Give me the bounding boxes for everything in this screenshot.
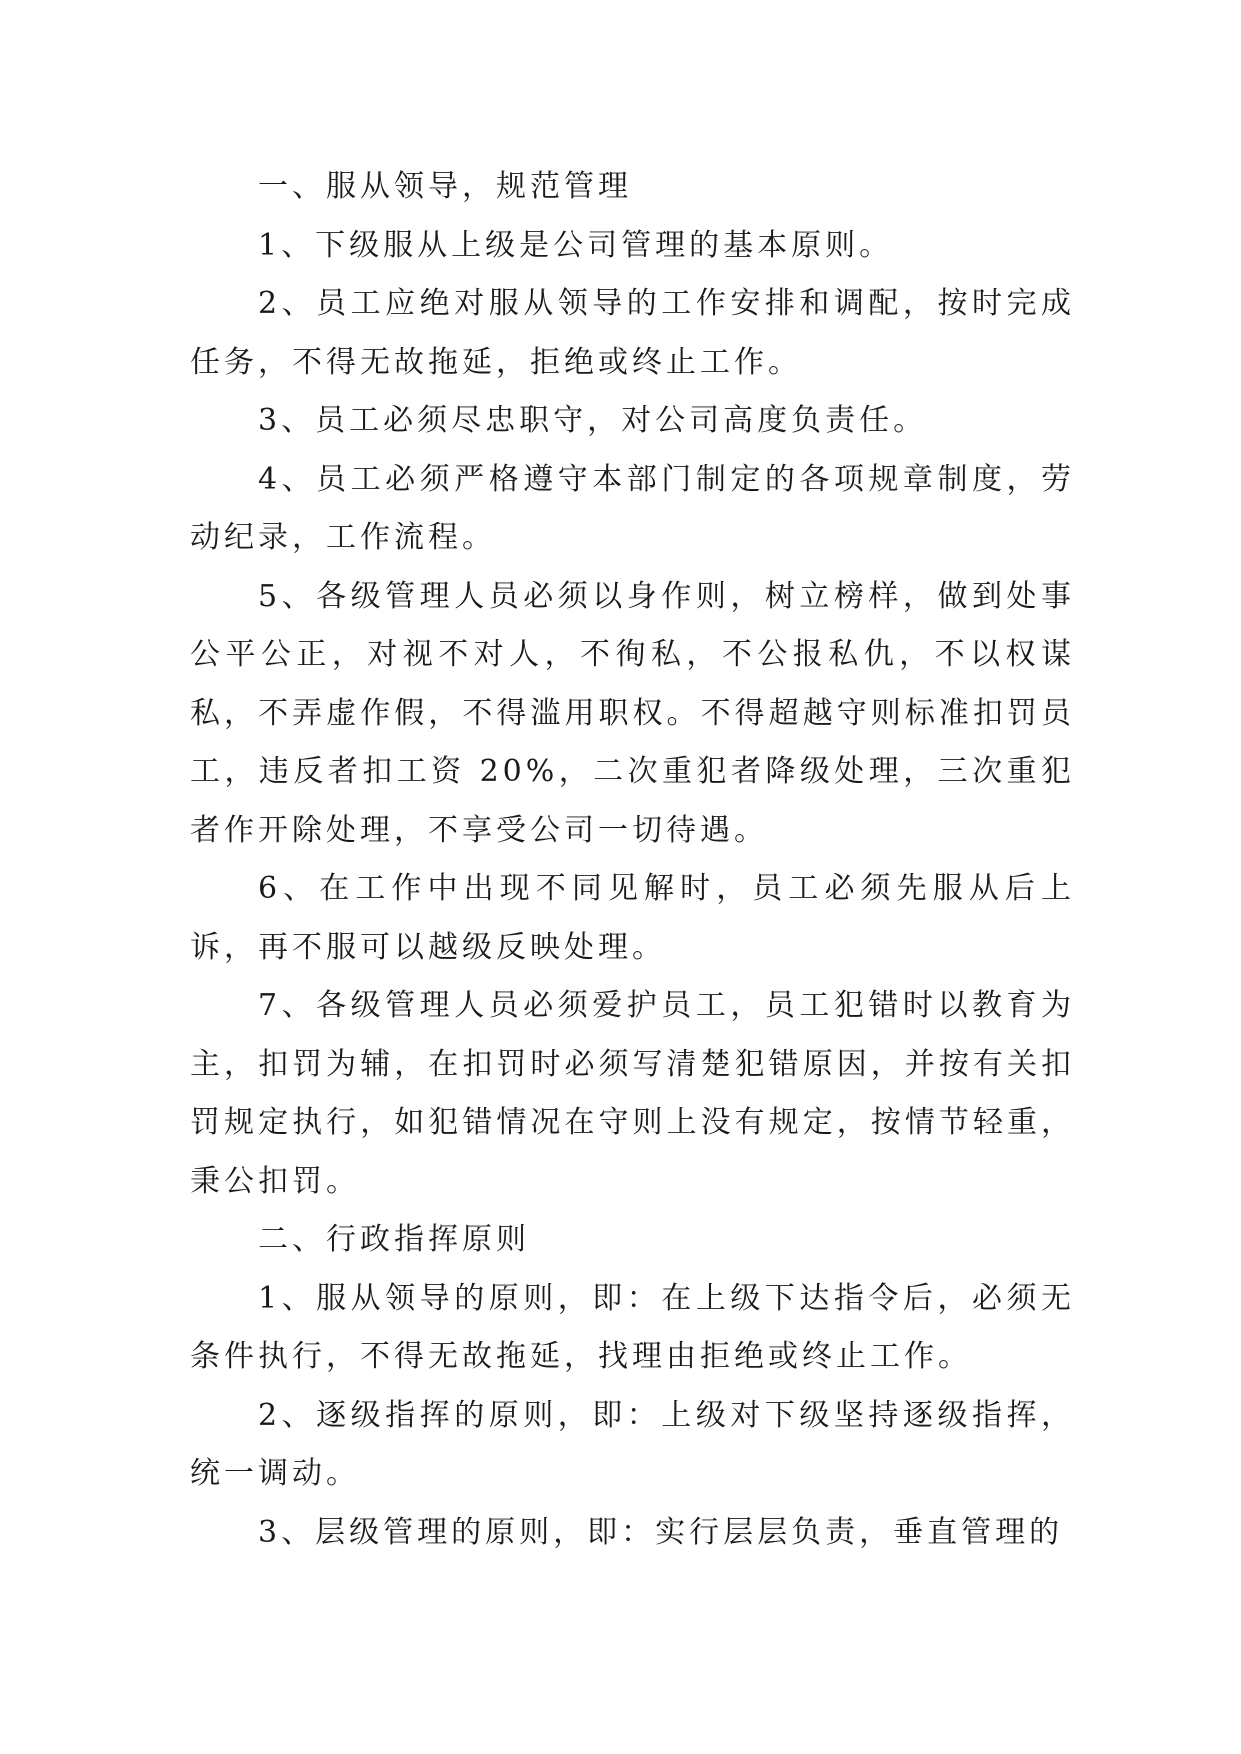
paragraph-1-7: 7、各级管理人员必须爱护员工，员工犯错时以教育为主，扣罚为辅，在扣罚时必须写清楚犯错原因，并按有关扣罚规定执行，如犯错情况在守则上没有规定，按情节轻重，秉公扣罚。 <box>190 988 1075 1199</box>
section-heading-2: 二、行政指挥原则 <box>258 1222 530 1257</box>
paragraph-1-3: 3、员工必须尽忠职守，对公司高度负责任。 <box>258 403 928 438</box>
paragraph-2-1: 1、服从领导的原则，即：在上级下达指令后，必须无条件执行，不得无故拖延，找理由拒绝或终止工作。 <box>190 1280 1075 1374</box>
paragraph-1-4: 4、员工必须严格遵守本部门制定的各项规章制度，劳动纪录，工作流程。 <box>190 461 1075 555</box>
paragraph-2-3: 3、层级管理的原则，即：实行层层负责，垂直管理的 <box>258 1514 1064 1550</box>
section-heading-1: 一、服从领导，规范管理 <box>258 169 632 204</box>
paragraph-1-1: 1、下级服从上级是公司管理的基本原则。 <box>258 227 894 263</box>
paragraph-1-2: 2、员工应绝对服从领导的工作安排和调配，按时完成任务，不得无故拖延，拒绝或终止工作。 <box>190 286 1075 380</box>
document-body <box>190 158 1075 1562</box>
paragraph-2-2: 2、逐级指挥的原则，即：上级对下级坚持逐级指挥，统一调动。 <box>190 1397 1075 1491</box>
paragraph-1-6: 6、在工作中出现不同见解时，员工必须先服从后上诉，再不服可以越级反映处理。 <box>190 871 1075 965</box>
paragraph-1-5: 5、各级管理人员必须以身作则，树立榜样，做到处事公平公正，对视不对人，不徇私，不公报私仇，不以权谋私，不弄虚作假，不得滥用职权。不得超越守则标准扣罚员工，违反者扣工资 20%，二次重犯者降级处理，三次重犯者作开除处理，不享受公司一切待遇。 <box>190 578 1075 848</box>
